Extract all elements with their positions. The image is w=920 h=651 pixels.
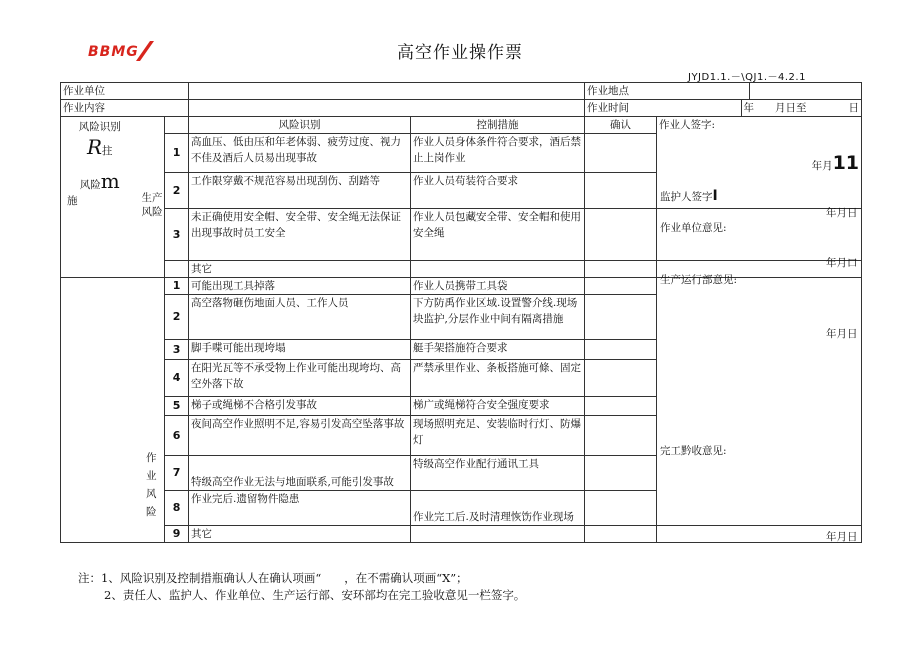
left-caption-shi: 施: [67, 195, 78, 207]
op-row-1-confirm[interactable]: [585, 278, 657, 295]
prod-row-1-num: 1: [165, 134, 189, 173]
dept-opinion-cell[interactable]: [657, 278, 862, 526]
left-caption-r: R: [86, 135, 103, 159]
prod-row-3-confirm[interactable]: [585, 209, 657, 261]
production-risk-label: 生产风险: [141, 192, 163, 218]
left-caption-m: m: [100, 169, 120, 193]
dept-opinion-label: 生产运行部意见:: [660, 274, 738, 286]
op-row-5-control: 梯广或绳梯符合安全强度要求: [411, 397, 585, 416]
op-row-8-risk: 作业完后.遗留物件隐患: [189, 491, 411, 526]
logo-text: BBMG: [88, 44, 139, 60]
operation-risk-group: [139, 278, 165, 543]
prod-row-1-control: 作业人员身体条件符合要求，酒后禁止上岗作业: [411, 134, 585, 173]
op-row-1-risk: 可能出现工具掉落: [189, 278, 411, 295]
left-caption-risk: 风险: [79, 179, 101, 191]
op-row-6-num: 6: [165, 416, 189, 456]
work-time-cell: [585, 100, 862, 117]
op-row-2-risk: 高空落物砸伤地面人员、工作人员: [189, 295, 411, 340]
unit-opinion-label: 作业单位意见:: [660, 222, 727, 234]
work-time-label: 作业时间: [585, 100, 741, 116]
op-row-5-confirm[interactable]: [585, 397, 657, 416]
finish-opinion-date: 年月日: [826, 531, 858, 543]
dept-opinion-date: 年月日: [826, 328, 858, 340]
op-row-7-confirm[interactable]: [585, 456, 657, 491]
op-row-3-confirm[interactable]: [585, 340, 657, 360]
worker-sign-label: 作业人签字:: [659, 119, 716, 131]
prod-row-1-risk: 高血压、低由压和年老体弱、疲劳过度、视力不佳及酒后人员易出现事故: [189, 134, 411, 173]
prod-row-2-risk: 工作限穿戴不规范容易出现刮伤、刮踏等: [189, 173, 411, 209]
guardian-sign-date: 年月日: [826, 207, 858, 219]
op-row-6-control: 现场照明充足、安装临时行灯、防爆灯: [411, 416, 585, 456]
work-place-cell: [585, 83, 862, 100]
left-caption-cell: [61, 117, 139, 278]
work-content-field[interactable]: [189, 100, 585, 117]
work-content-label: 作业内容: [61, 100, 189, 117]
note-1: 注：1、风险识别及控制措瓶确认人在确认项画“ ，在不需确认项画“X”；: [78, 571, 468, 585]
prod-row-4-num: [165, 261, 189, 278]
unit-opinion-date: 年月口: [826, 257, 858, 269]
prod-row-3-control: 作业人员包藏安全带、安全帽和使用安全绳: [411, 209, 585, 261]
op-row-3-control: 艇手架搭施符合要求: [411, 340, 585, 360]
operation-risk-label: 作业风险: [146, 452, 157, 518]
op-row-4-confirm[interactable]: [585, 360, 657, 397]
op-row-7-num: 7: [165, 456, 189, 491]
left-caption-zhu: 拄: [102, 145, 113, 157]
document-code: JYJD1.1.－\QJ1.－4.2.1: [688, 72, 806, 83]
op-row-2-num: 2: [165, 295, 189, 340]
worker-sign-date: 年月: [811, 160, 833, 172]
op-row-9-num: 9: [165, 526, 189, 543]
op-row-8-control: 作业完工后.及时清理恢饬作业现场: [411, 491, 585, 526]
op-row-1-control: 作业人员携带工具袋: [411, 278, 585, 295]
op-row-5-num: 5: [165, 397, 189, 416]
work-time-field[interactable]: 年 月日至 日: [743, 102, 860, 114]
op-row-2-confirm[interactable]: [585, 295, 657, 340]
header-confirm: 确认: [585, 117, 657, 134]
op-row-8-confirm[interactable]: [585, 491, 657, 526]
header-control: 控制措施: [411, 117, 585, 134]
guardian-sign-mark: I: [712, 188, 718, 204]
risk-identify-caption: 风险识别: [78, 121, 121, 133]
work-unit-field[interactable]: [189, 83, 585, 100]
finish-opinion-label: 完工黔收意见:: [660, 445, 727, 457]
footer-notes: [78, 570, 525, 604]
prod-row-3-risk: 未正确使用安全帽、安全带、安全绳无法保证出现事故时员工安全: [189, 209, 411, 261]
note-2: 2、责任人、监护人、作业单位、生产运行部、安环部均在完工验收意见一栏签字。: [104, 588, 526, 602]
op-row-9-control: [411, 526, 585, 543]
op-row-1-num: 1: [165, 278, 189, 295]
guardian-sign-label: 监护人签字: [660, 191, 713, 203]
prod-row-2-control: 作业人员苟装符合要求: [411, 173, 585, 209]
op-row-2-control: 下方防禹作业区域.设置警介线.现场块监护,分层作业中间有隔离措施: [411, 295, 585, 340]
op-row-3-num: 3: [165, 340, 189, 360]
op-row-3-risk: 脚手喋可能出现垮塌: [189, 340, 411, 360]
guardian-sign-label-wrap: [660, 188, 718, 204]
op-row-7-risk: 特级高空作业无法与地面联系,可能引发事故: [189, 456, 411, 491]
work-ticket-table: [60, 82, 862, 543]
prod-row-2-num: 2: [165, 173, 189, 209]
worker-sign-date-mark: 11: [832, 152, 860, 174]
op-row-9-confirm[interactable]: [585, 526, 657, 543]
work-place-label: 作业地点: [585, 83, 750, 99]
prod-row-3-num: 3: [165, 209, 189, 261]
prod-row-1-confirm[interactable]: [585, 134, 657, 173]
op-row-4-control: 严禁承里作业、条板搭施可條、固定: [411, 360, 585, 397]
page-title: 高空作业操作票: [397, 43, 523, 63]
prod-row-4-confirm[interactable]: [585, 261, 657, 278]
op-row-4-num: 4: [165, 360, 189, 397]
work-place-field[interactable]: [750, 83, 862, 99]
op-row-7-control: 特级高空作业配行通讯工具: [411, 456, 585, 491]
op-row-6-risk: 夜间高空作业照明不足,容易引发高空坠落事故: [189, 416, 411, 456]
op-row-6-confirm[interactable]: [585, 416, 657, 456]
work-unit-label: 作业单位: [61, 83, 189, 100]
op-row-8-num: 8: [165, 491, 189, 526]
op-row-9-risk: 其它: [189, 526, 411, 543]
prod-row-2-confirm[interactable]: [585, 173, 657, 209]
prod-row-4-risk: 其它: [189, 261, 411, 278]
prod-row-4-control: [411, 261, 585, 278]
op-row-5-risk: 梯子或绳梯不合格引发事故: [189, 397, 411, 416]
header-risk: 风险识别: [189, 117, 411, 134]
op-row-4-risk: 在阳光瓦等不承受物上作业可能出现垮均、高空外落下故: [189, 360, 411, 397]
